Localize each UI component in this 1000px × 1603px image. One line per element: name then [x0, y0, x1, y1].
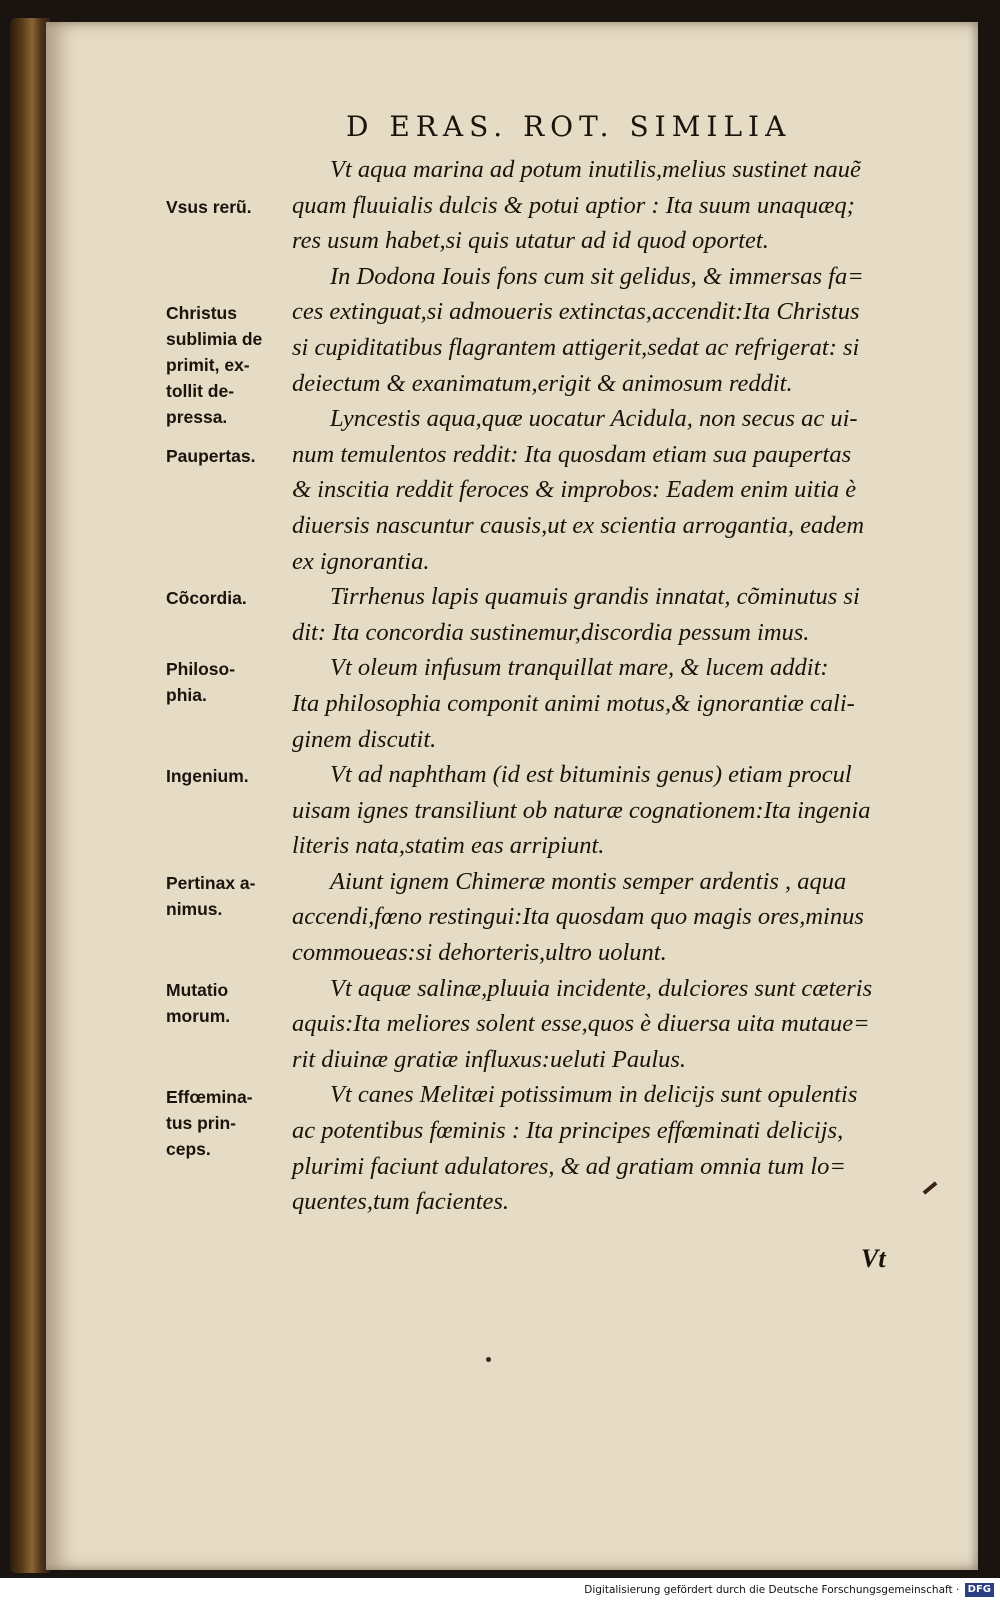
text-line: rit diuinæ gratiæ influxus:ueluti Paulus. — [292, 1045, 687, 1073]
text-line: Tirrhenus lapis quamuis grandis innatat, cõminutus si — [330, 583, 860, 611]
text-line: Vt aquæ salinæ,pluuia incidente, dulciores sunt cæteris — [330, 974, 873, 1002]
text-line: quam fluuialis dulcis & potui aptior : Ita suum unaquæq; — [292, 191, 855, 219]
text-line: ginem discutit. — [292, 725, 437, 753]
book-spine — [10, 18, 50, 1573]
margin-note-line: Cõcordia. — [166, 588, 247, 609]
margin-note — [166, 1084, 253, 1162]
margin-note — [166, 194, 252, 220]
main-text — [292, 152, 972, 1220]
footer-text: Digitalisierung gefördert durch die Deutsche Forschungsgemeinschaft · — [584, 1584, 960, 1596]
text-line: Vt aqua marina ad potum inutilis,melius sustinet nauẽ — [330, 156, 861, 183]
margin-note-line: Effœmina- — [166, 1086, 253, 1107]
margin-note-line: ceps. — [166, 1138, 211, 1159]
margin-note — [166, 300, 262, 430]
text-line: Aiunt ignem Chimeræ montis semper ardentis , aqua — [330, 867, 847, 895]
text-line: accendi,fœno restingui:Ita quosdam quo magis ores,minus — [292, 903, 864, 931]
margin-note-line: nimus. — [166, 899, 223, 919]
text-line: Ita philosophia componit animi motus,& ignorantiæ cali- — [292, 689, 855, 717]
footer — [0, 1578, 1000, 1603]
margin-note — [166, 443, 255, 469]
margin-note-line: phia. — [166, 685, 207, 706]
text-line: plurimi faciunt adulatores, & ad gratiam omnia tum lo= — [292, 1152, 846, 1180]
text-line: ex ignorantia. — [292, 547, 430, 575]
text-line: Vt oleum infusum tranquillat mare, & lucem addit: — [330, 654, 829, 682]
margin-note-line: Philoso- — [166, 659, 236, 680]
text-line: Lyncestis aqua,quæ uocatur Acidula, non secus ac ui- — [330, 405, 858, 433]
text-line: ac potentibus fœminis : Ita principes effœminati delicijs, — [292, 1117, 844, 1145]
margin-note-line: Paupertas. — [166, 445, 256, 466]
margin-note-line: morum. — [166, 1005, 231, 1026]
text-line: num temulentos reddit: Ita quosdam etiam sua paupertas — [292, 440, 852, 468]
book-page — [46, 22, 978, 1570]
margin-note-line: Ingenium. — [166, 766, 249, 787]
text-line: deiectum & exanimatum,erigit & animosum reddit. — [292, 369, 793, 397]
text-line: si cupiditatibus flagrantem attigerit,sedat ac refrigerat: si — [292, 333, 860, 361]
text-line: literis nata,statim eas arripiunt. — [292, 832, 605, 860]
margin-note-line: Vsus rerũ. — [166, 196, 252, 217]
ink-dot — [486, 1357, 491, 1362]
text-line: ces extinguat,si admoueris extinctas,accendit:Ita Christus — [292, 298, 860, 326]
dfg-logo: DFG — [965, 1583, 994, 1597]
margin-note — [166, 977, 230, 1029]
text-line: & inscitia reddit feroces & improbos: Eadem enim uitia è — [292, 476, 857, 504]
margin-note-line: Pertinax a- — [166, 873, 256, 893]
text-line: Vt canes Melitæi potissimum in delicijs sunt opulentis — [330, 1081, 858, 1109]
text-line: Vt ad naphtham (id est bituminis genus) etiam procul — [330, 761, 852, 789]
text-line: commoueas:si dehorteris,ultro uolunt. — [292, 939, 667, 967]
margin-note — [166, 870, 255, 922]
margin-note-line: tus prin- — [166, 1112, 236, 1133]
text-line: uisam ignes transiliunt ob naturæ cognationem:Ita ingenia — [292, 796, 871, 824]
text-line: aquis:Ita meliores solent esse,quos è diuersa uita mutaue= — [292, 1010, 870, 1038]
text-line: In Dodona Iouis fons cum sit gelidus, & immersas fa= — [330, 262, 864, 290]
text-line: dit: Ita concordia sustinemur,discordia pessum imus. — [292, 618, 810, 646]
margin-note — [166, 585, 247, 611]
text-line: res usum habet,si quis utatur ad id quod oportet. — [292, 227, 769, 255]
margin-note-line: tollit de- — [166, 381, 235, 402]
margin-note-line: pressa. — [166, 407, 228, 428]
catchword: Vt — [861, 1244, 886, 1273]
running-head: D ERAS. ROT. SIMILIA — [346, 110, 792, 143]
margin-note-line: sublimia de — [166, 329, 263, 350]
margin-note — [166, 763, 249, 789]
margin-note-line: Mutatio — [166, 979, 229, 1000]
margin-note-line: Christus — [166, 303, 237, 324]
text-line: quentes,tum facientes. — [292, 1188, 510, 1216]
margin-note — [166, 656, 235, 708]
margin-note-line: primit, ex- — [166, 355, 250, 376]
text-line: diuersis nascuntur causis,ut ex scientia arrogantia, eadem — [292, 511, 865, 539]
